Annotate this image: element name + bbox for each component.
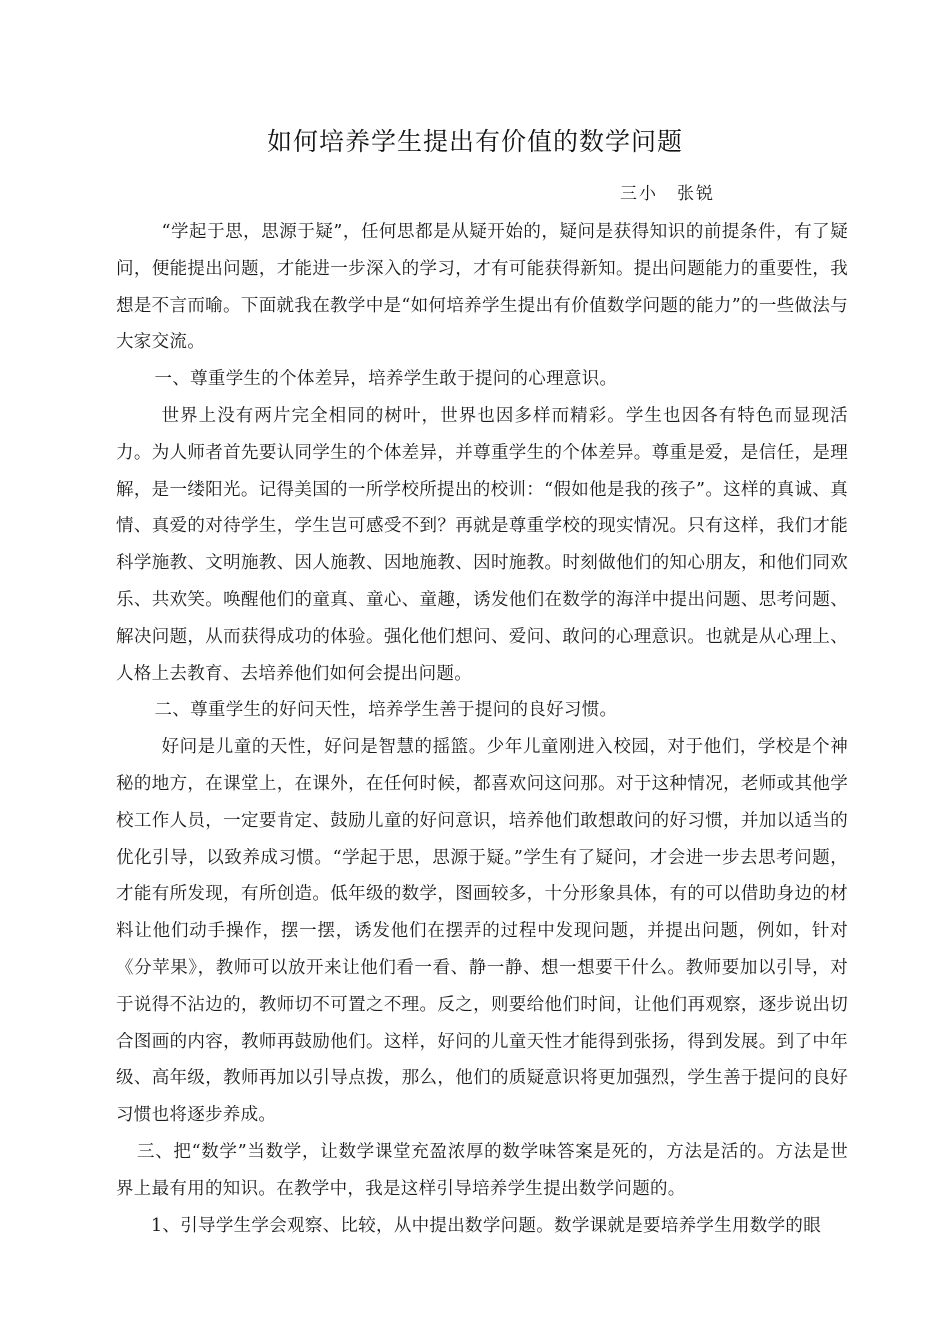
subsection-1-paragraph: 1、引导学生学会观察、比较，从中提出数学问题。数学课就是要培养学生用数学的眼	[151, 1215, 822, 1236]
section-2-paragraph: 好问是儿童的天性，好问是智慧的摇篮。少年儿童刚进入校园，对于他们，学校是个神秘的地方，在课堂上，在课外，在任何时候，都喜欢问这问那。对于这种情况，老师或其他学校工作人员，一定要肯定、鼓励儿童的好问意识，培养他们敢想敢问的好习惯，并加以适当的优化引导，以致养成习惯。“学起于思，思源于疑。”学生有了疑问，才会进一步去思考问题，才能有所发现，有所创造。低年级的数学，图画较多，十分形象具体，有的可以借助身边的材料让他们动手操作，摆一摆，诱发他们在摆弄的过程中发现问题，并提出问题，例如，针对《分苹果》，教师可以放开来让他们看一看、静一静、想一想要干什么。教师要加以引导，对于说得不沾边的，教师切不可置之不理。反之，则要给他们时间，让他们再观察，逐步说出切合图画的内容，教师再鼓励他们。这样，好问的儿童天性才能得到张扬，得到发展。到了中年级、高年级，教师再加以引导点拨，那么，他们的质疑意识将更加强烈，学生善于提问的良好习惯也将逐步养成。	[116, 737, 848, 1126]
author-line: 三小 张锐	[620, 184, 715, 204]
document-title: 如何培养学生提出有价值的数学问题	[266, 127, 683, 156]
document-body	[116, 214, 848, 1244]
intro-paragraph: “学起于思，思源于疑”，任何思都是从疑开始的，疑问是获得知识的前提条件，有了疑问，便能提出问题，才能进一步深入的学习，才有可能获得新知。提出问题能力的重要性，我想是不言而喻。下面就我在教学中是“如何培养学生提出有价值数学问题的能力”的一些做法与大家交流。	[116, 222, 848, 353]
section-heading-1: 一、尊重学生的个体差异，培养学生敢于提问的心理意识。	[154, 369, 618, 390]
section-heading-3: 三、把“数学”当数学，让数学课堂充盈浓厚的数学味答案是死的，方法是活的。方法是世界上最有用的知识。在教学中，我是这样引导培养学生提出数学问题的。	[116, 1141, 848, 1199]
section-1-paragraph: 世界上没有两片完全相同的树叶，世界也因多样而精彩。学生也因各有特色而显现活力。为人师者首先要认同学生的个体差异，并尊重学生的个体差异。尊重是爱，是信任，是理解，是一缕阳光。记得美国的一所学校所提出的校训：“假如他是我的孩子”。这样的真诚、真情、真爱的对待学生，学生岂可感受不到？再就是尊重学校的现实情况。只有这样，我们才能科学施教、文明施教、因人施教、因地施教、因时施教。时刻做他们的知心朋友，和他们同欢乐、共欢笑。唤醒他们的童真、童心、童趣，诱发他们在数学的海洋中提出问题、思考问题、解决问题，从而获得成功的体验。强化他们想问、爱问、敢问的心理意识。也就是从心理上、人格上去教育、去培养他们如何会提出问题。	[116, 405, 848, 684]
section-heading-2: 二、尊重学生的好问天性，培养学生善于提问的良好习惯。	[154, 700, 618, 721]
